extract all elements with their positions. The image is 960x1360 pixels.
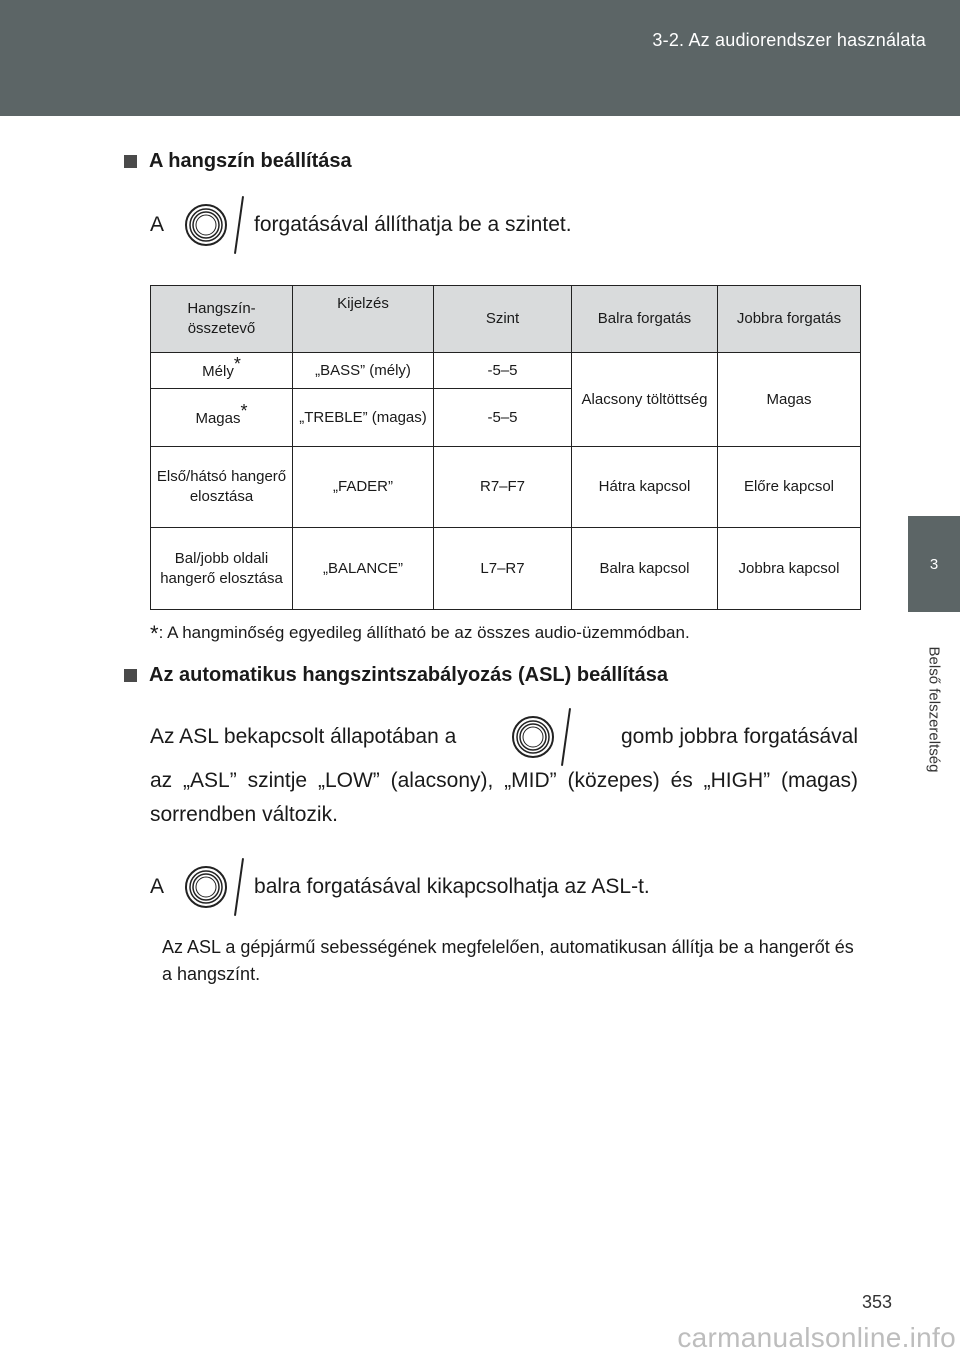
asl-instruction-suffix: gomb jobbra forgatásával — [621, 725, 858, 748]
section-heading-text: A hangszín beállítása — [149, 150, 352, 172]
table-cell: Hátra kapcsol — [572, 447, 718, 528]
asl-off-suffix: balra forgatásával kikapcsolhatja az ASL-t. — [254, 875, 650, 898]
asterisk-mark: * — [240, 400, 248, 421]
instruction-suffix: forgatásával állíthatja be a szintet. — [254, 213, 572, 236]
table-header-row — [151, 286, 861, 353]
table-cell: Jobbra kapcsol — [718, 528, 861, 610]
chapter-tab-label-text: Belső felszereltség — [925, 646, 943, 772]
footnote-text: : A hangminőség egyedileg állítható be az összes audio-üzemmódban. — [158, 623, 690, 642]
table-cell: Magas* — [151, 389, 293, 447]
table-cell: „BASS” (mély) — [293, 353, 434, 389]
bullet-square-icon — [124, 155, 137, 168]
table-cell: „TREBLE” (magas) — [293, 389, 434, 447]
knob-icon — [511, 708, 567, 766]
table-cell: Balra kapcsol — [572, 528, 718, 610]
table-cell: Mély* — [151, 353, 293, 389]
asl-instruction-prefix: Az ASL bekapcsolt állapotában a — [150, 725, 457, 748]
table-row — [151, 447, 861, 528]
table-cell: R7–F7 — [434, 447, 572, 528]
table-row — [151, 353, 861, 389]
section-heading-asl — [124, 664, 668, 687]
table-cell-merged: Alacsony töltöttség — [572, 353, 718, 447]
table-header: Jobbra forgatás — [718, 286, 861, 353]
asl-off-prefix: A — [150, 875, 165, 898]
header-title: 3-2. Az audiorendszer használata — [652, 30, 926, 50]
table-cell: L7–R7 — [434, 528, 572, 610]
table-cell: Első/hátsó hangerő elosztása — [151, 447, 293, 528]
knob-icon — [184, 196, 240, 254]
asl-paragraph: az „ASL” szintje „LOW” (alacsony), „MID” (közepes) és „HIGH” (magas) sorrendben változik. — [150, 769, 858, 826]
table-cell: „FADER” — [293, 447, 434, 528]
page-number: 353 — [861, 1292, 892, 1312]
section-heading-text: Az automatikus hangszintszabályozás (ASL) beállítása — [149, 664, 669, 686]
chapter-tab-label — [908, 616, 960, 802]
table-cell: -5–5 — [434, 389, 572, 447]
footnote — [150, 618, 690, 644]
section-heading-tone — [124, 150, 352, 173]
table-header: Balra forgatás — [572, 286, 718, 353]
tone-instruction — [150, 196, 572, 254]
table-cell: „BALANCE” — [293, 528, 434, 610]
footnote-star: * — [150, 621, 159, 646]
table-cell: Bal/jobb oldali hangerő elosztása — [151, 528, 293, 610]
bullet-square-icon — [124, 669, 137, 682]
table-header: Hangszín-összetevő — [151, 286, 293, 353]
instruction-prefix: A — [150, 213, 165, 236]
asterisk-mark: * — [233, 353, 241, 374]
tone-settings-table — [150, 285, 861, 610]
chapter-tab-number: 3 — [908, 516, 960, 612]
asl-off-instruction — [150, 858, 650, 916]
table-cell-merged: Magas — [718, 353, 861, 447]
watermark: carmanualsonline.info — [677, 1322, 956, 1353]
knob-icon — [184, 858, 240, 916]
table-header: Szint — [434, 286, 572, 353]
table-cell: -5–5 — [434, 353, 572, 389]
asl-note: Az ASL a gépjármű sebességének megfelelően, automatikusan állítja be a hangerőt és a hangszínt. — [162, 937, 854, 984]
asl-instruction — [150, 708, 858, 766]
table-row — [151, 528, 861, 610]
table-cell: Előre kapcsol — [718, 447, 861, 528]
header-bar — [0, 0, 960, 116]
table-header: Kijelzés — [293, 286, 434, 353]
